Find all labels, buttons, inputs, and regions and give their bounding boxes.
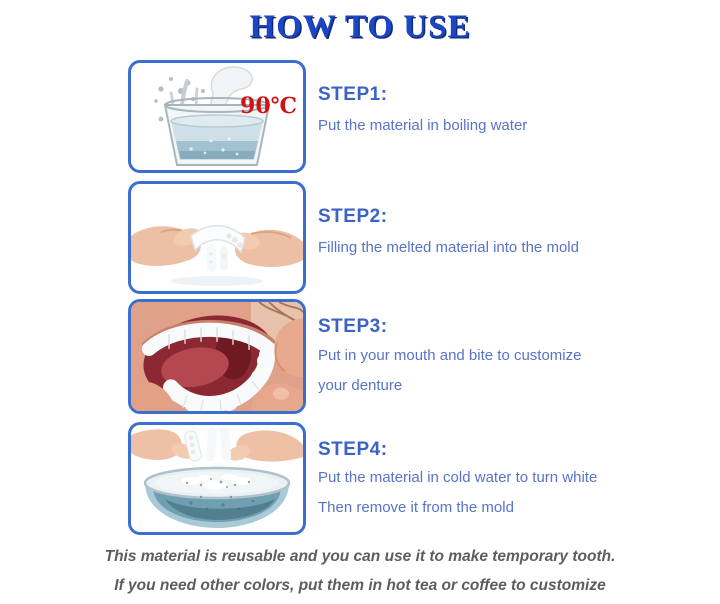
- mouth-biting-denture-illustration: [131, 302, 303, 411]
- step2-label: STEP2:: [318, 206, 388, 227]
- page-title: HOW TO USE: [249, 9, 471, 45]
- step4-description-line: Put the material in cold water to turn white: [318, 469, 598, 486]
- footer-line: This material is reusable and you can use it to make temporary tooth.: [104, 548, 616, 565]
- step3-label: STEP3:: [318, 316, 388, 337]
- step2-photo-filling-mold: [128, 181, 306, 294]
- cold-water-bowl-illustration: [131, 425, 303, 532]
- step4-description-line: Then remove it from the mold: [318, 499, 514, 516]
- hands-filling-mold-illustration: [131, 184, 303, 291]
- temperature-badge: 90℃: [240, 93, 297, 119]
- step4-photo-cold-water: [128, 422, 306, 535]
- step3-description-line: your denture: [318, 377, 403, 394]
- footer-line: If you need other colors, put them in hot tea or coffee to customize: [114, 577, 606, 594]
- step1-label: STEP1:: [318, 84, 388, 105]
- step4-label: STEP4:: [318, 439, 388, 460]
- step3-description-line: Put in your mouth and bite to customize: [318, 347, 582, 364]
- step3-photo-mouth-bite: [128, 299, 306, 414]
- step2-description-line: Filling the melted material into the mold: [318, 239, 579, 256]
- step1-photo-boiling-water: [128, 60, 306, 173]
- step1-description-line: Put the material in boiling water: [318, 117, 528, 134]
